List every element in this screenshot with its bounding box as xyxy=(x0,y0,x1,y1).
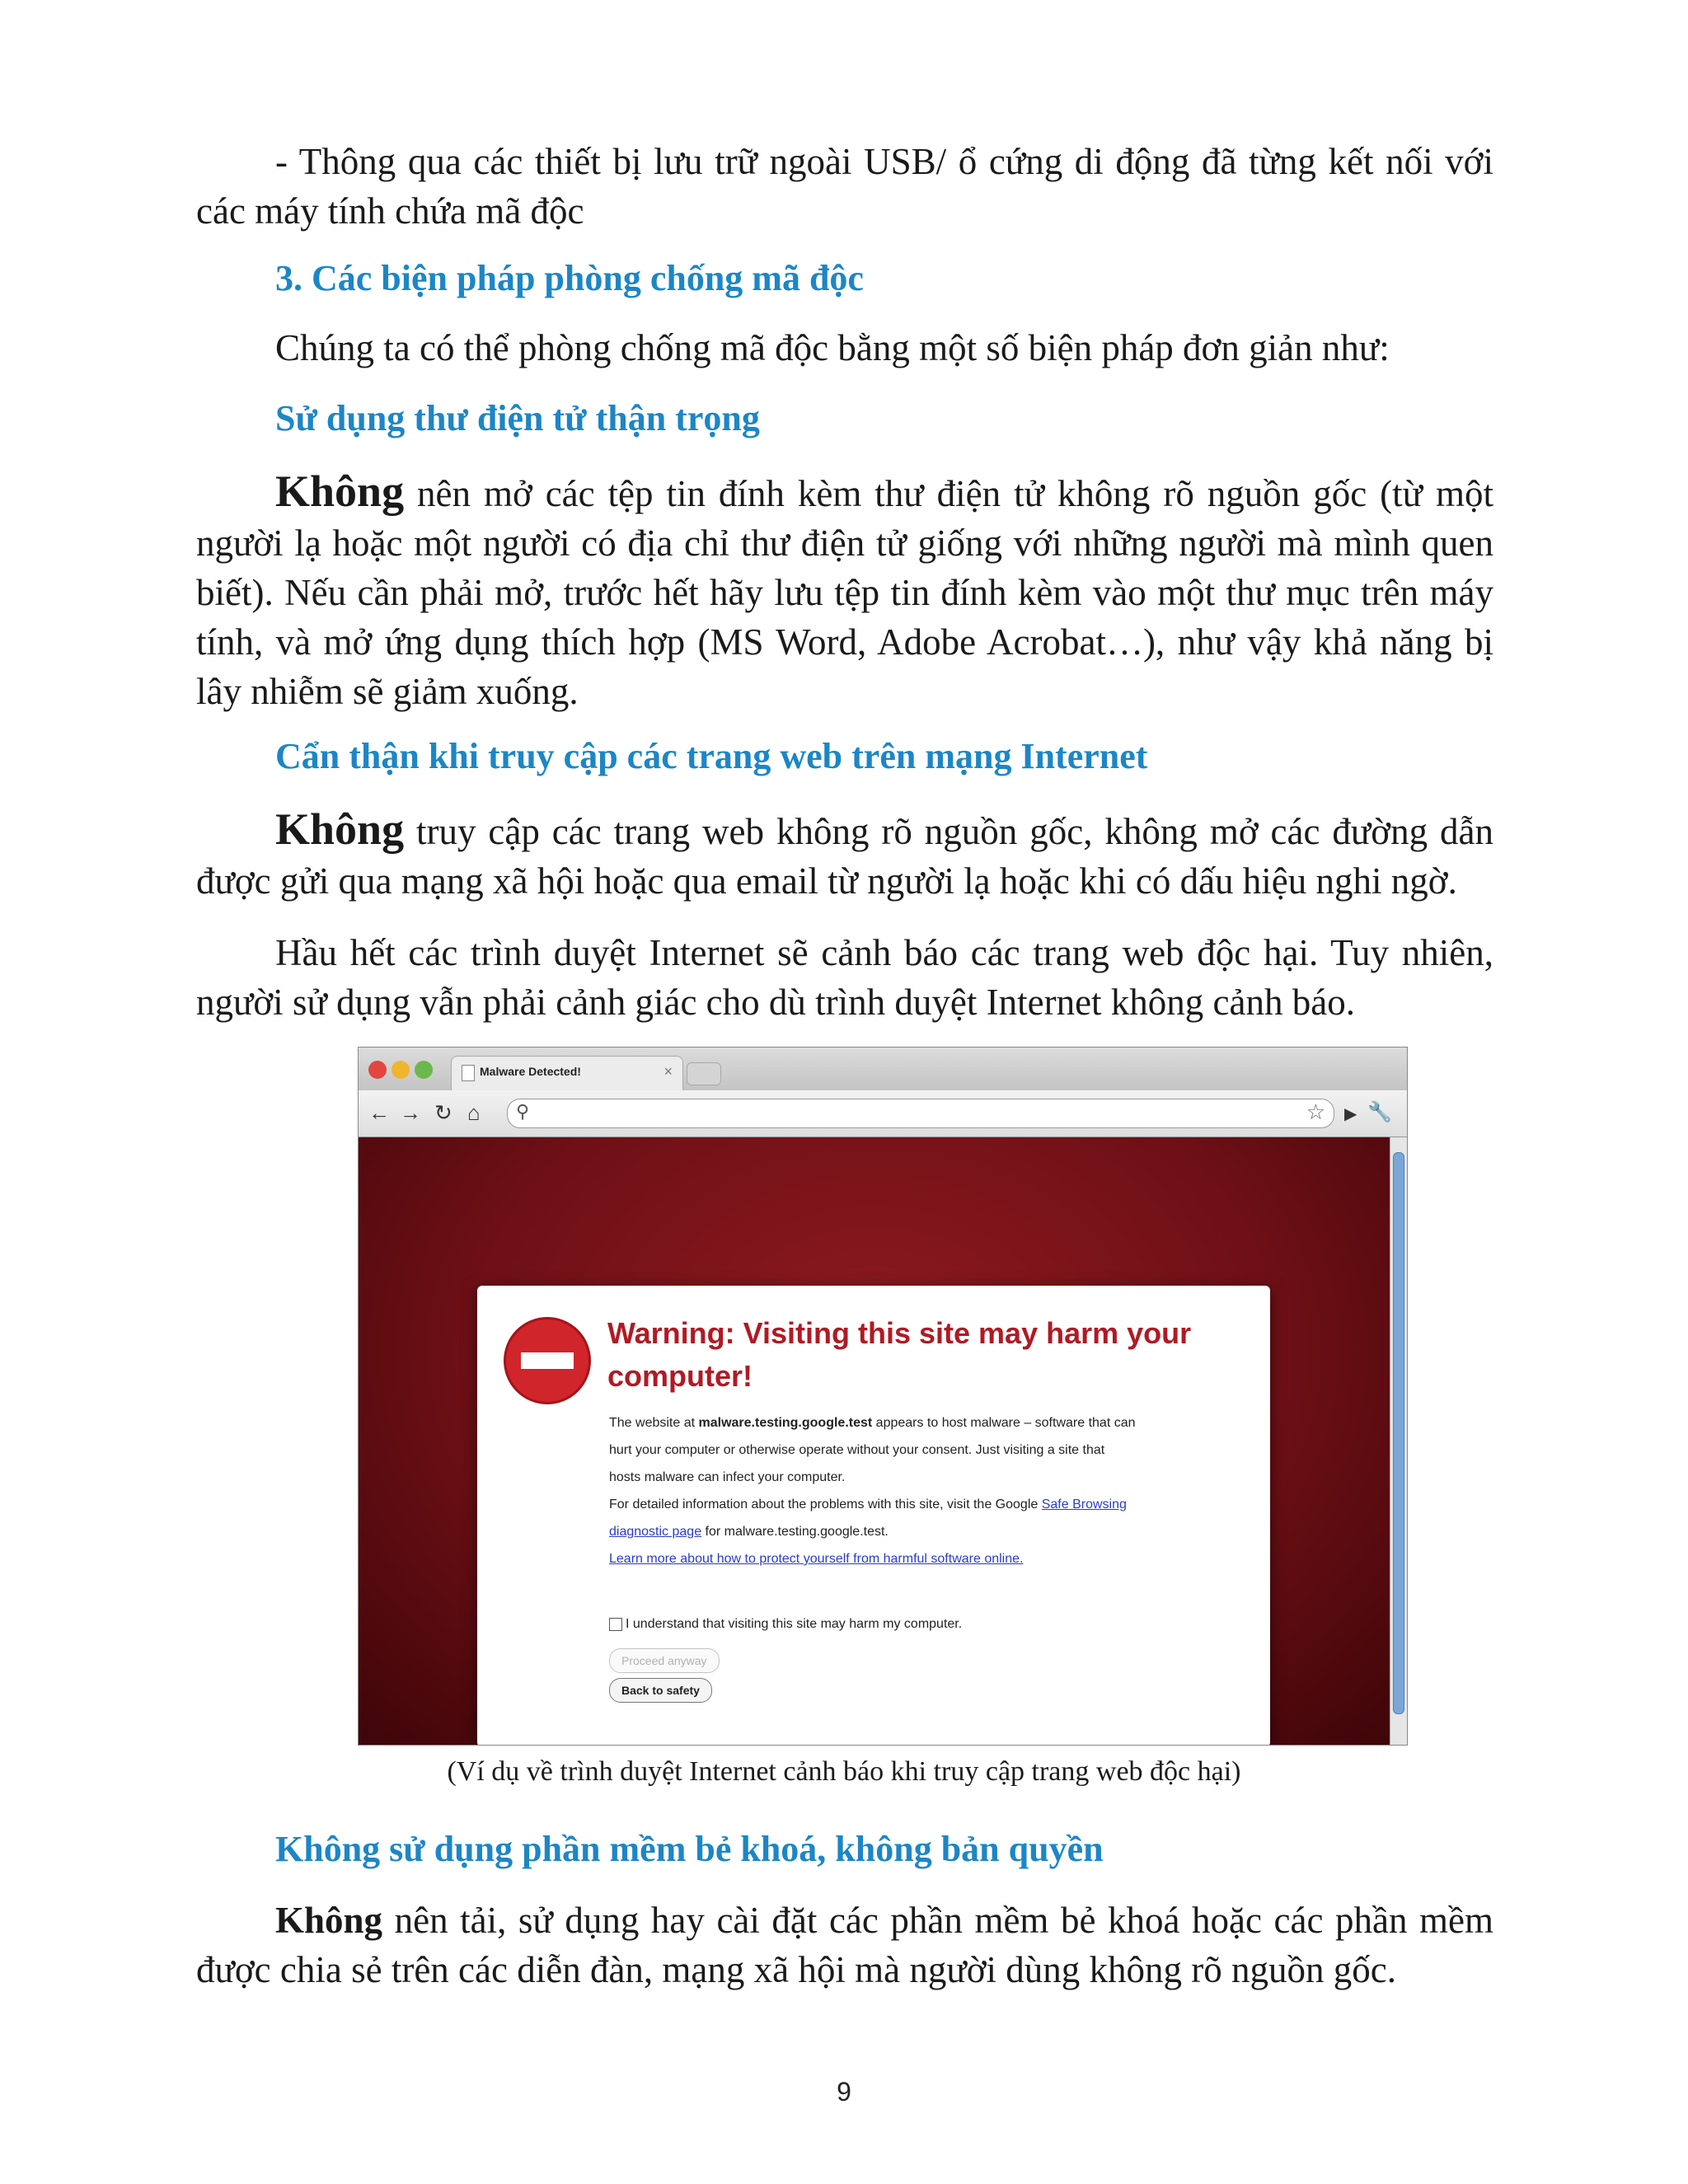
scrollbar xyxy=(1390,1137,1407,1745)
forward-arrow-icon: → xyxy=(400,1100,421,1125)
paragraph-intro-text: Chúng ta có thể phòng chống mã độc bằng một số biện pháp đơn giản như: xyxy=(275,327,1390,368)
confirm-checkbox-row xyxy=(609,1617,962,1632)
emphasis-khong: Không xyxy=(275,804,405,854)
new-tab-icon xyxy=(687,1062,721,1085)
zoom-window-icon xyxy=(415,1061,433,1079)
section-heading: 3. Các biện pháp phòng chống mã độc xyxy=(275,258,864,298)
subheading-web: Cẩn thận khi truy cập các trang web trên mạng Internet xyxy=(275,736,1148,776)
wrench-icon: 🔧 xyxy=(1367,1101,1392,1123)
home-icon: ⌂ xyxy=(467,1100,481,1125)
paragraph-crack xyxy=(196,1896,1493,1994)
paragraph-intro xyxy=(196,323,1493,373)
emphasis-khong: Không xyxy=(275,466,405,516)
tab-title: Malware Detected! xyxy=(480,1065,581,1078)
address-bar xyxy=(507,1099,1334,1128)
paragraph-usb-text: - Thông qua các thiết bị lưu trữ ngoài USB/ ổ cứng di động đã từng kết nối với các máy tính chứa mã độc xyxy=(196,141,1493,232)
page-menu-icon: ▶ xyxy=(1344,1105,1357,1123)
star-icon: ☆ xyxy=(1306,1099,1325,1124)
detail-text: For detailed information about the problems with this site, visit the Google xyxy=(609,1497,1042,1511)
confirm-label: I understand that visiting this site may harm my computer. xyxy=(626,1617,963,1631)
warning-body-text: appears to host malware – software that can hurt your computer or otherwise operate without your consent. Just visiting a site that hosts malware can infect your computer. xyxy=(609,1416,1136,1484)
warning-title: Warning: Visiting this site may harm your computer! xyxy=(607,1316,1192,1393)
stop-sign-icon xyxy=(504,1317,591,1404)
confirm-checkbox xyxy=(609,1618,622,1631)
subheading-crack: Không sử dụng phần mềm bẻ khoá, không bản quyền xyxy=(275,1829,1104,1869)
paragraph-usb xyxy=(196,137,1493,236)
page-icon xyxy=(462,1065,475,1081)
browser-viewport xyxy=(359,1137,1390,1745)
browser-titlebar xyxy=(359,1047,1407,1090)
close-window-icon xyxy=(368,1061,387,1079)
paragraph-email-text: nên mở các tệp tin đính kèm thư điện tử không rõ nguồn gốc (từ một người lạ hoặc một người có địa chỉ thư điện tử giống với những người mà mình quen biết). Nếu cần phải mở, trước hết hãy lưu tệp tin đính kèm vào một thư mục trên máy tính, và mở ứng dụng thích hợp (MS Word, Adobe Acrobat…), như vậy khả năng bị lây nhiễm sẽ giảm xuống. xyxy=(196,473,1493,712)
diagnostic-page-link: Safe Browsing diagnostic page xyxy=(609,1497,1127,1539)
browser-screenshot xyxy=(358,1047,1408,1746)
tab-close-icon: × xyxy=(663,1063,673,1080)
subheading-email: Sử dụng thư điện tử thận trọng xyxy=(275,398,760,438)
back-to-safety-button: Back to safety xyxy=(609,1678,712,1703)
malware-warning-dialog xyxy=(477,1286,1270,1746)
learn-more-link: Learn more about how to protect yourself from harmful software online. xyxy=(609,1552,1024,1566)
emphasis-khong: Không xyxy=(275,1900,383,1941)
browser-tab xyxy=(451,1056,683,1091)
minimize-window-icon xyxy=(392,1061,410,1079)
paragraph-browser-text: Hầu hết các trình duyệt Internet sẽ cảnh báo các trang web độc hại. Tuy nhiên, người sử dụng vẫn phải cảnh giác cho dù trình duyệt Internet không cảnh báo. xyxy=(196,932,1493,1023)
warning-body xyxy=(609,1409,1137,1572)
paragraph-email xyxy=(196,466,1493,716)
back-arrow-icon: ← xyxy=(368,1100,390,1125)
search-icon: ⚲ xyxy=(516,1101,530,1122)
browser-toolbar xyxy=(359,1090,1407,1137)
paragraph-web-text: truy cập các trang web không rõ nguồn gốc, không mở các đường dẫn được gửi qua mạng xã hội hoặc qua email từ người lạ hoặc khi có dấu hiệu nghi ngờ. xyxy=(196,811,1493,902)
paragraph-browser xyxy=(196,928,1493,1027)
page-number: 9 xyxy=(837,2077,851,2107)
reload-icon: ↻ xyxy=(434,1100,452,1125)
warning-body-text: The website at xyxy=(609,1416,699,1430)
paragraph-web xyxy=(196,804,1493,906)
malware-site-name: malware.testing.google.test xyxy=(698,1416,873,1430)
proceed-anyway-button: Proceed anyway xyxy=(609,1648,720,1673)
scrollbar-thumb xyxy=(1393,1152,1404,1714)
detail-text: for malware.testing.google.test. xyxy=(701,1525,889,1539)
figure-caption: (Ví dụ về trình duyệt Internet cảnh báo khi truy cập trang web độc hại) xyxy=(447,1756,1241,1787)
paragraph-crack-text: nên tải, sử dụng hay cài đặt các phần mềm bẻ khoá hoặc các phần mềm được chia sẻ trên các diễn đàn, mạng xã hội mà người dùng không rõ nguồn gốc. xyxy=(196,1900,1493,1990)
